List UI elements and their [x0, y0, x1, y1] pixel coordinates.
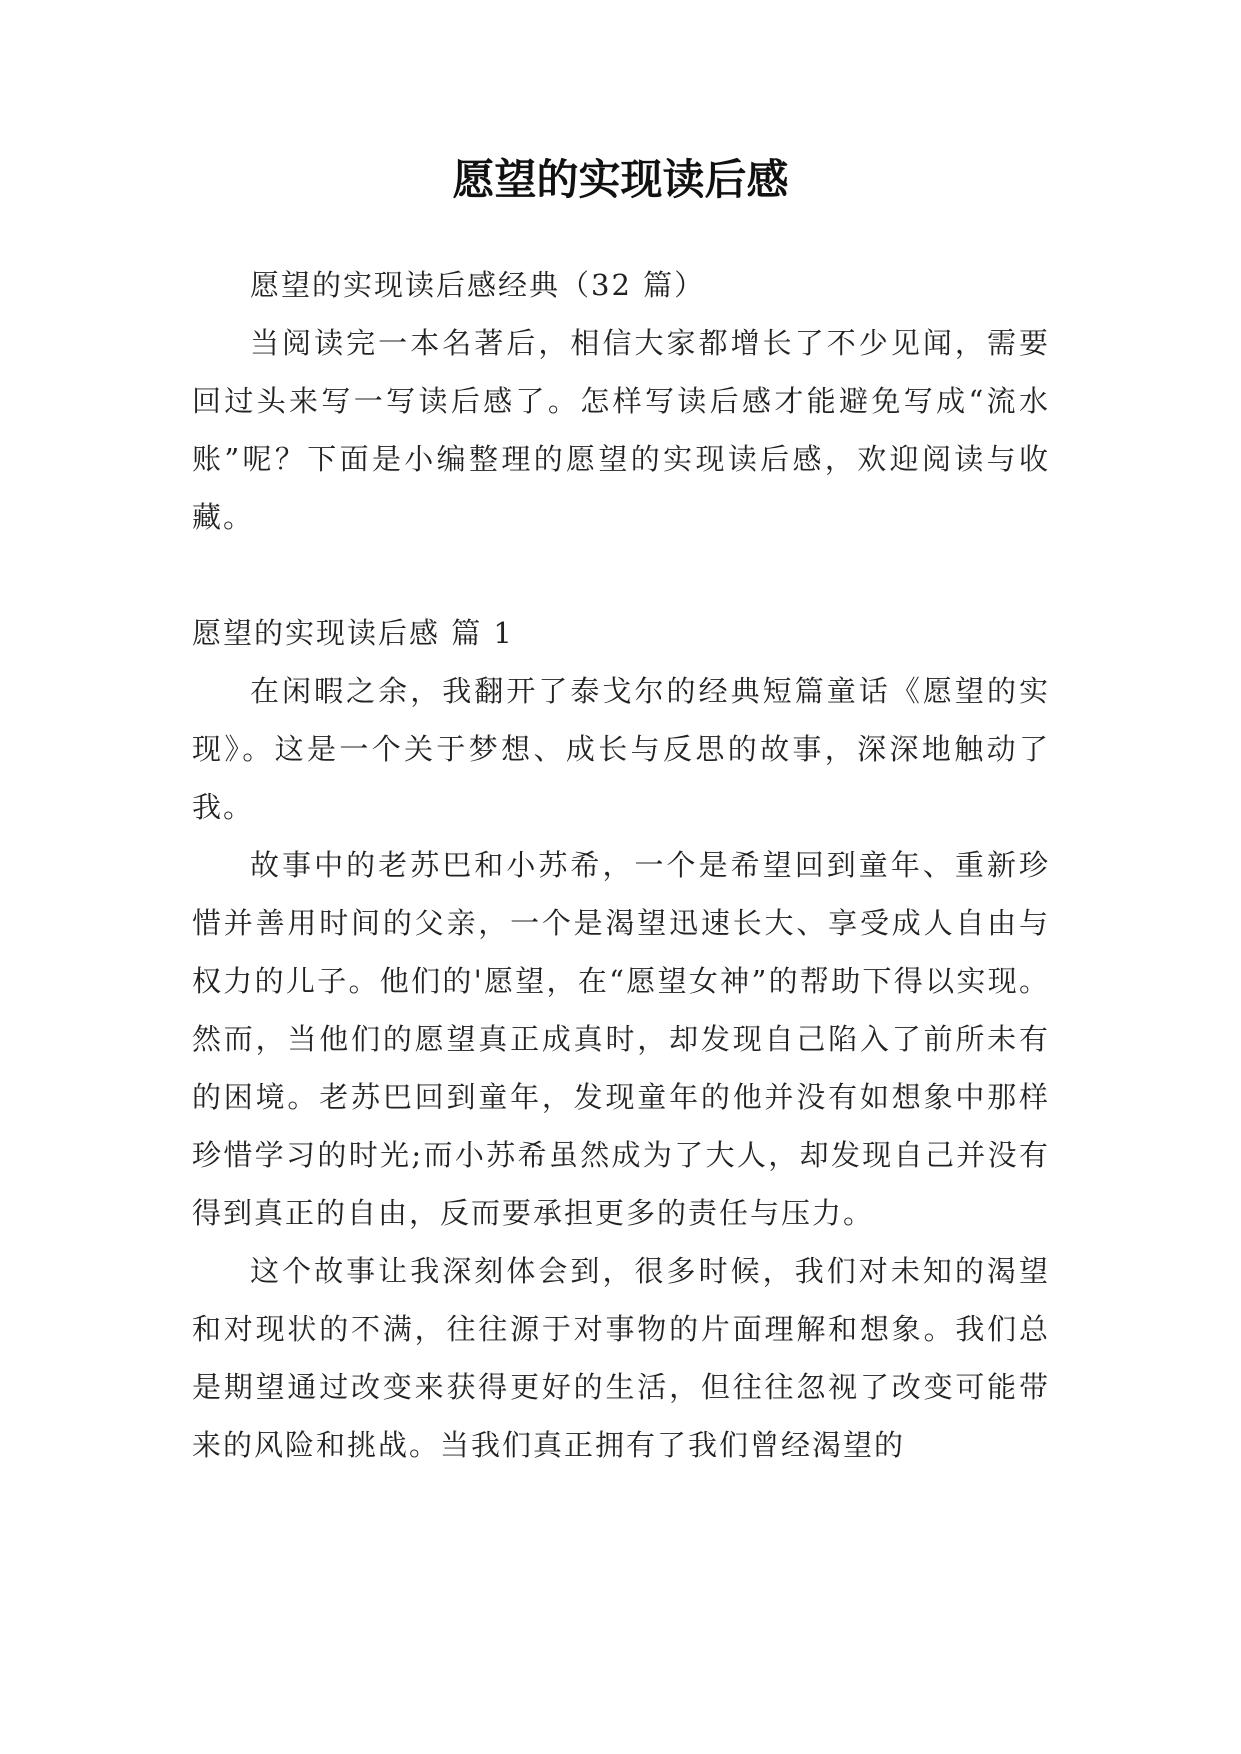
document-body — [192, 256, 1050, 1474]
section-heading: 愿望的实现读后感 篇 1 — [192, 616, 514, 650]
document-title: 愿望的实现读后感 — [452, 155, 789, 204]
intro-paragraph: 当阅读完一本名著后，相信大家都增长了不少见闻，需要回过头来写一写读后感了。怎样写读后感才能避免写成“流水账”呢？下面是小编整理的愿望的实现读后感，欢迎阅读与收藏。 — [192, 326, 1050, 534]
body-paragraph: 故事中的老苏巴和小苏希，一个是希望回到童年、重新珍惜并善用时间的父亲，一个是渴望迅速长大、享受成人自由与权力的儿子。他们的'愿望，在“愿望女神”的帮助下得以实现。然而，当他们的愿望真正成真时，却发现自己陷入了前所未有的困境。老苏巴回到童年，发现童年的他并没有如想象中那样珍惜学习的时光;而小苏希虽然成为了大人，却发现自己并没有得到真正的自由，反而要承担更多的责任与压力。 — [192, 848, 1050, 1230]
document-subtitle: 愿望的实现读后感经典（32 篇） — [250, 268, 706, 302]
body-paragraph: 这个故事让我深刻体会到，很多时候，我们对未知的渴望和对现状的不满，往往源于对事物的片面理解和想象。我们总是期望通过改变来获得更好的生活，但往往忽视了改变可能带来的风险和挑战。当我们真正拥有了我们曾经渴望的 — [192, 1254, 1050, 1462]
body-paragraph: 在闲暇之余，我翻开了泰戈尔的经典短篇童话《愿望的实现》。这是一个关于梦想、成长与反思的故事，深深地触动了我。 — [192, 674, 1050, 824]
